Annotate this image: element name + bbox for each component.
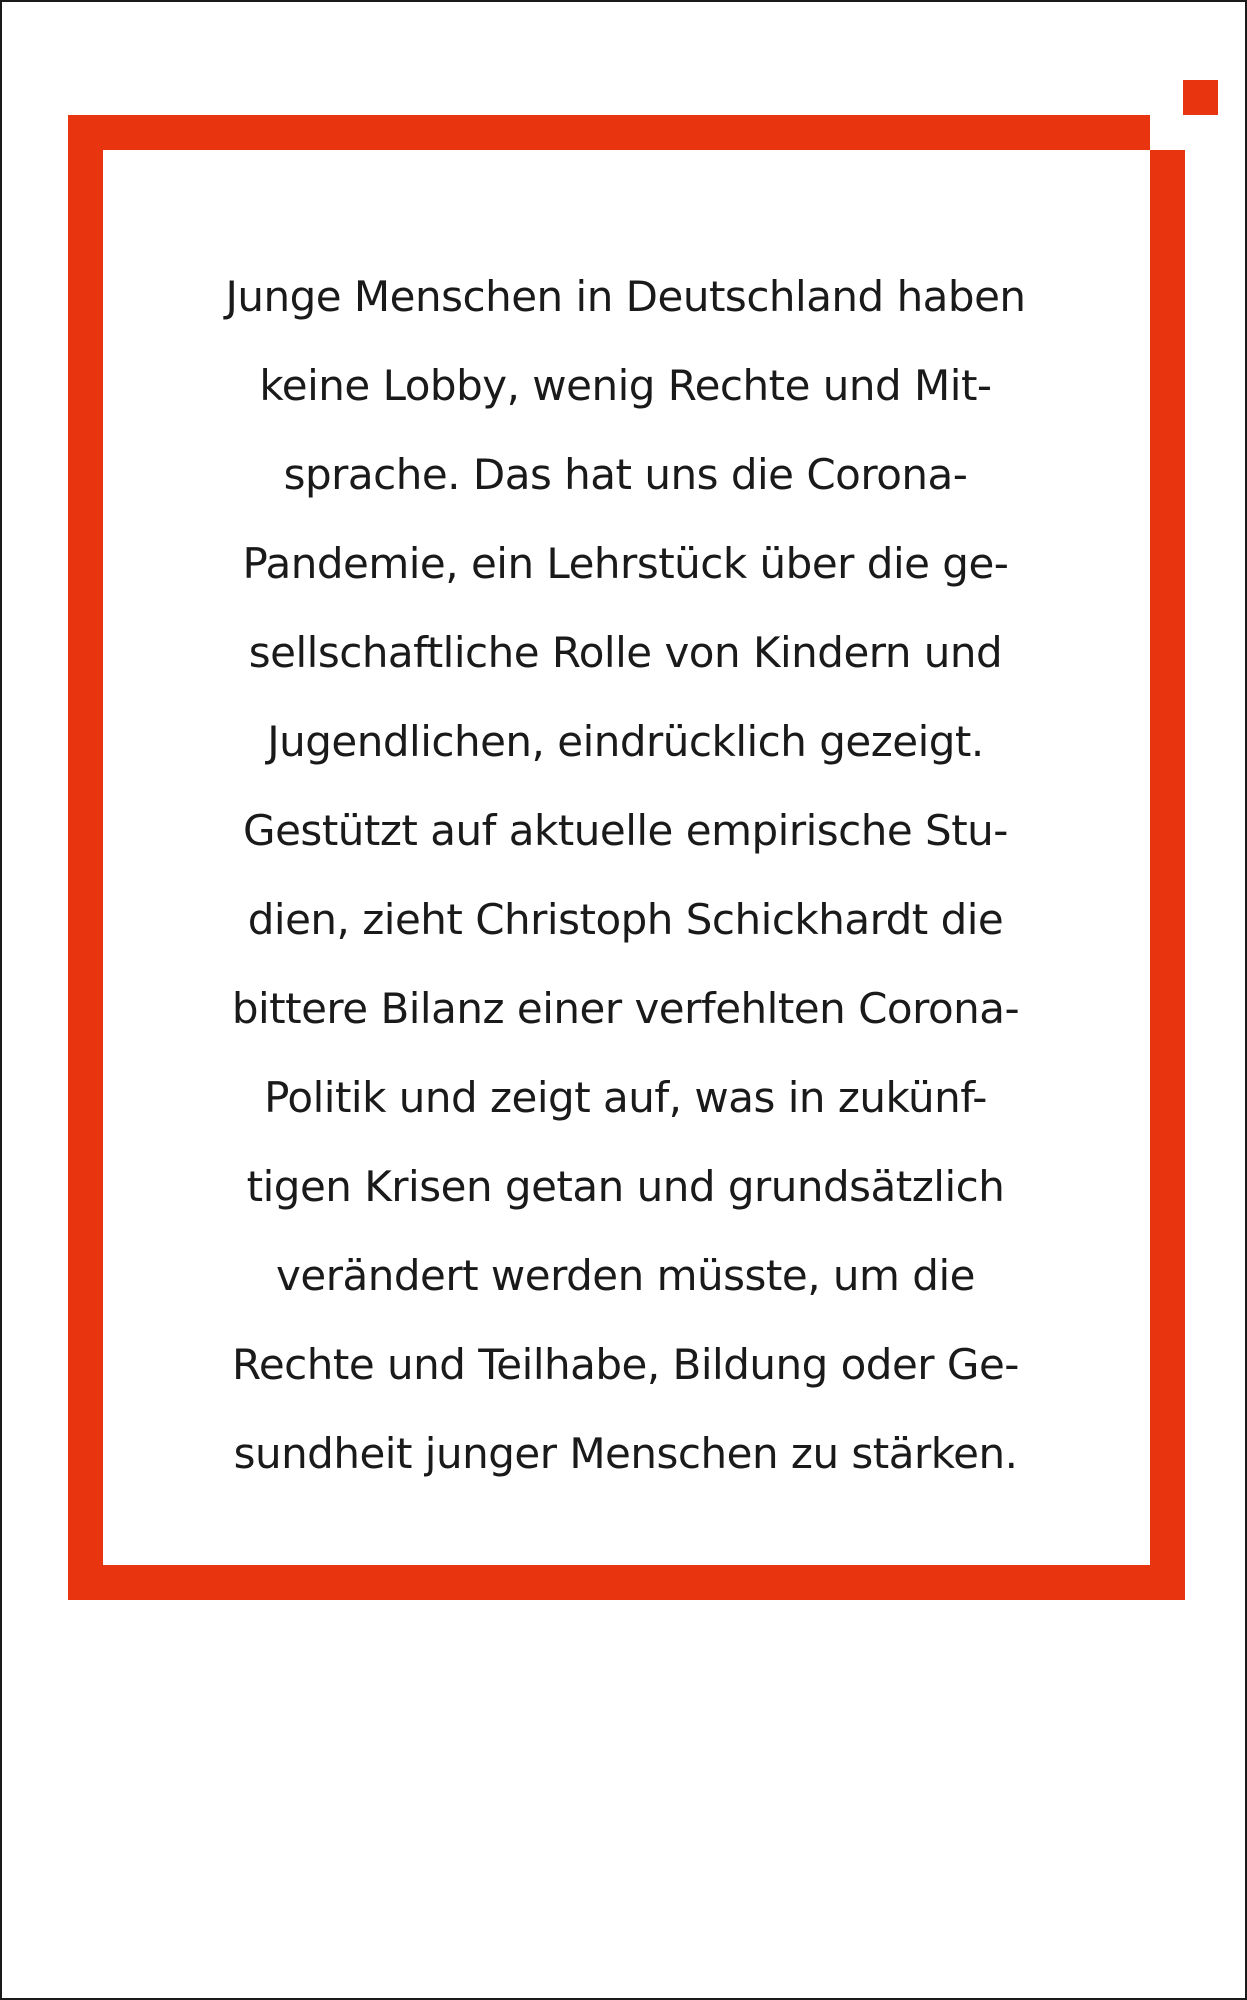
blurb-line: sundheit junger Menschen zu stärken. — [233, 1429, 1018, 1478]
blurb-line: Politik und zeigt auf, was in zukünf- — [264, 1073, 987, 1122]
blurb-line: sellschaftliche Rolle von Kindern und — [248, 628, 1003, 677]
blurb-line: Junge Menschen in Deutschland haben — [225, 272, 1026, 321]
frame-corner-square — [1183, 80, 1218, 115]
frame-bottom-bar — [68, 1565, 1185, 1600]
blurb-text — [152, 252, 1099, 1498]
blurb-line: tigen Krisen getan und grundsätzlich — [246, 1162, 1005, 1211]
blurb-line: keine Lobby, wenig Rechte und Mit- — [259, 361, 992, 410]
blurb-line: sprache. Das hat uns die Corona- — [283, 450, 968, 499]
blurb-line: verändert werden müsste, um die — [276, 1251, 975, 1300]
frame-top-bar — [68, 115, 1150, 150]
blurb-line: Gestützt auf aktuelle empirische Stu- — [243, 806, 1008, 855]
frame-right-bar — [1150, 150, 1185, 1600]
blurb-line: Jugendlichen, eindrücklich gezeigt. — [267, 717, 984, 766]
blurb-line: dien, zieht Christoph Schickhardt die — [247, 895, 1004, 944]
blurb-line: Rechte und Teilhabe, Bildung oder Ge- — [232, 1340, 1019, 1389]
frame-left-bar — [68, 115, 103, 1600]
blurb-line: Pandemie, ein Lehrstück über die ge- — [242, 539, 1009, 588]
blurb-line: bittere Bilanz einer verfehlten Corona- — [231, 984, 1020, 1033]
